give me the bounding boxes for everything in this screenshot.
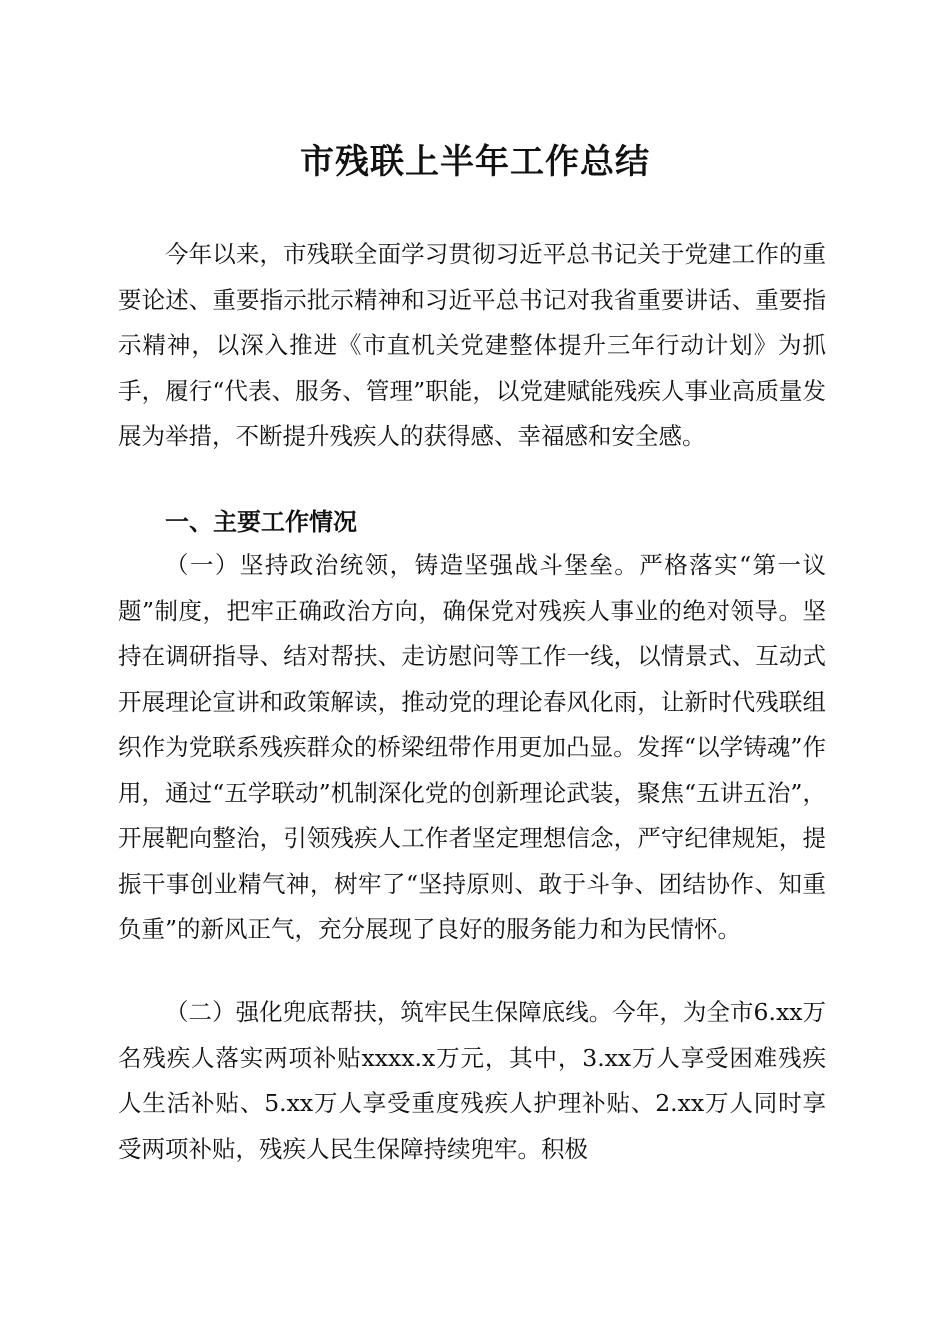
intro-paragraph: 今年以来，市残联全面学习贯彻习近平总书记关于党建工作的重要论述、重要指示批示精神和习近平总书记对我省重要讲话、重要指示精神，以深入推进《市直机关党建整体提升三年行动计划》为抓手，履行“代表、服务、管理”职能，以党建赋能残疾人事业高质量发展为举措，不断提升残疾人的获得感、幸福感和安全感。	[118, 240, 826, 450]
paragraph-one-body: 严格落实“第一议题”制度，把牢正确政治方向，确保党对残疾人事业的绝对领导。坚持在调研指导、结对帮扶、走访慰问等工作一线，以情景式、互动式开展理论宣讲和政策解读，推动党的理论春风化雨，让新时代残联组织作为党联系残疾群众的桥梁纽带作用更加凸显。发挥“以学铸魂”作用，通过“五学联动”机制深化党的创新理论武装，聚焦“五讲五治”，开展靶向整治，引领残疾人工作者坚定理想信念，严守纪律规矩，提振干事创业精气神，树牢了“坚持原则、敢于斗争、团结协作、知重负重”的新风正气，充分展现了良好的服务能力和为民情怀。	[118, 551, 827, 943]
paragraph-two-body: 今年，为全市6.xx万名残疾人落实两项补贴xxxx.x万元，其中，3.xx万人享受困难残疾人生活补贴、5.xx万人享受重度残疾人护理补贴、2.xx万人同时享受两项补贴，残疾人民生保障持续兜牢。积极	[118, 998, 826, 1163]
document-title: 市残联上半年工作总结	[300, 142, 650, 182]
section-heading: 一、主要工作情况	[165, 508, 357, 536]
paragraph-two	[118, 990, 826, 1172]
paragraph-two-lead: （二）强化兜底帮扶，筑牢民生保障底线。	[165, 998, 613, 1026]
paragraph-one	[118, 543, 826, 953]
paragraph-one-lead: （一）坚持政治统领，铸造坚强战斗堡垒。	[165, 551, 640, 579]
